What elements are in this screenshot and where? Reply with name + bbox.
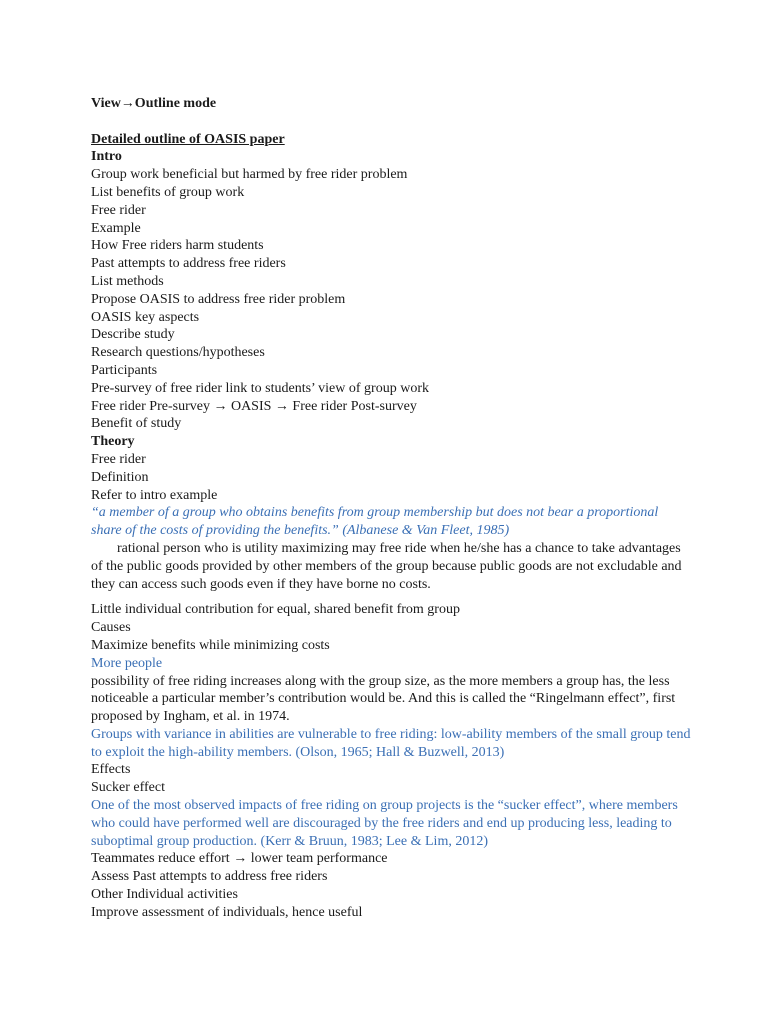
theory-heading: Theory	[91, 434, 135, 450]
spacer	[91, 113, 691, 131]
outline-item: Refer to intro example	[91, 487, 218, 503]
outline-item: Free rider	[91, 451, 146, 467]
outline-item: Definition	[91, 469, 149, 485]
outline-item: Participants	[91, 362, 158, 378]
document-page	[91, 95, 691, 922]
outline-item: Sucker effect	[91, 780, 165, 796]
rational-paragraph: rational person who is utility maximizing may free ride when he/she has a chance to take advantages of the public goods provided by other members of the group because public goods are not excludable and they can access such goods even if they have borne no costs.	[91, 540, 682, 592]
intro-list	[91, 166, 691, 433]
outline-item: Free rider Pre-survey → OASIS → Free rider Post-survey	[91, 398, 417, 414]
outline-item: Pre-survey of free rider link to students’ view of group work	[91, 380, 429, 396]
outline-item: How Free riders harm students	[91, 238, 264, 254]
after-list	[91, 601, 691, 654]
outline-item: OASIS key aspects	[91, 309, 200, 325]
theory-list	[91, 451, 691, 504]
group-size-paragraph: possibility of free riding increases along with the group size, as the more members a group has, the less noticeable a particular member’s contribution would be. And this is called the “Ringelmann effect”, first proposed by Ingham, et al. in 1974.	[91, 673, 676, 725]
outline-item: Little individual contribution for equal, shared benefit from group	[91, 602, 460, 618]
outline-item: List benefits of group work	[91, 184, 245, 200]
final-list	[91, 850, 691, 921]
view-outline-line: View→Outline mode	[91, 96, 217, 111]
outline-item: Maximize benefits while minimizing costs	[91, 637, 330, 653]
variance-paragraph: Groups with variance in abilities are vulnerable to free riding: low-ability members of the small group tend to exploit the high-ability members. (Olson, 1965; Hall & Buzwell, 2013)	[91, 726, 691, 760]
definition-quote: “a member of a group who obtains benefits from group membership but does not bear a proportional share of the costs of providing the benefits.” (Albanese & Van Fleet, 1985)	[91, 505, 659, 539]
outline-item: Assess Past attempts to address free riders	[91, 869, 328, 885]
outline-item: Effects	[91, 762, 131, 778]
outline-item: Describe study	[91, 327, 175, 343]
outline-item: Improve assessment of individuals, hence useful	[91, 904, 363, 920]
outline-item: Research questions/hypotheses	[91, 345, 265, 361]
sucker-effect-paragraph: One of the most observed impacts of free riding on group projects is the “sucker effect”, where members who could have performed well are discouraged by the free riders and end up producing less, leading to suboptimal group production. (Kerr & Bruun, 1983; Lee & Lim, 2012)	[91, 798, 678, 849]
outline-item: Free rider	[91, 202, 146, 218]
effects-list	[91, 761, 691, 797]
outline-title: Detailed outline of OASIS paper	[91, 131, 285, 147]
outline-item: Example	[91, 220, 141, 236]
outline-item: Benefit of study	[91, 416, 182, 432]
outline-item: Propose OASIS to address free rider problem	[91, 291, 346, 307]
outline-item: Other Individual activities	[91, 887, 238, 903]
outline-item: Teammates reduce effort → lower team performance	[91, 851, 388, 867]
intro-heading: Intro	[91, 149, 122, 165]
outline-item: Causes	[91, 620, 131, 636]
outline-item: Group work beneficial but harmed by free rider problem	[91, 167, 408, 183]
outline-item: Past attempts to address free riders	[91, 256, 286, 272]
more-people-note: More people	[91, 655, 163, 671]
outline-item: List methods	[91, 273, 164, 289]
